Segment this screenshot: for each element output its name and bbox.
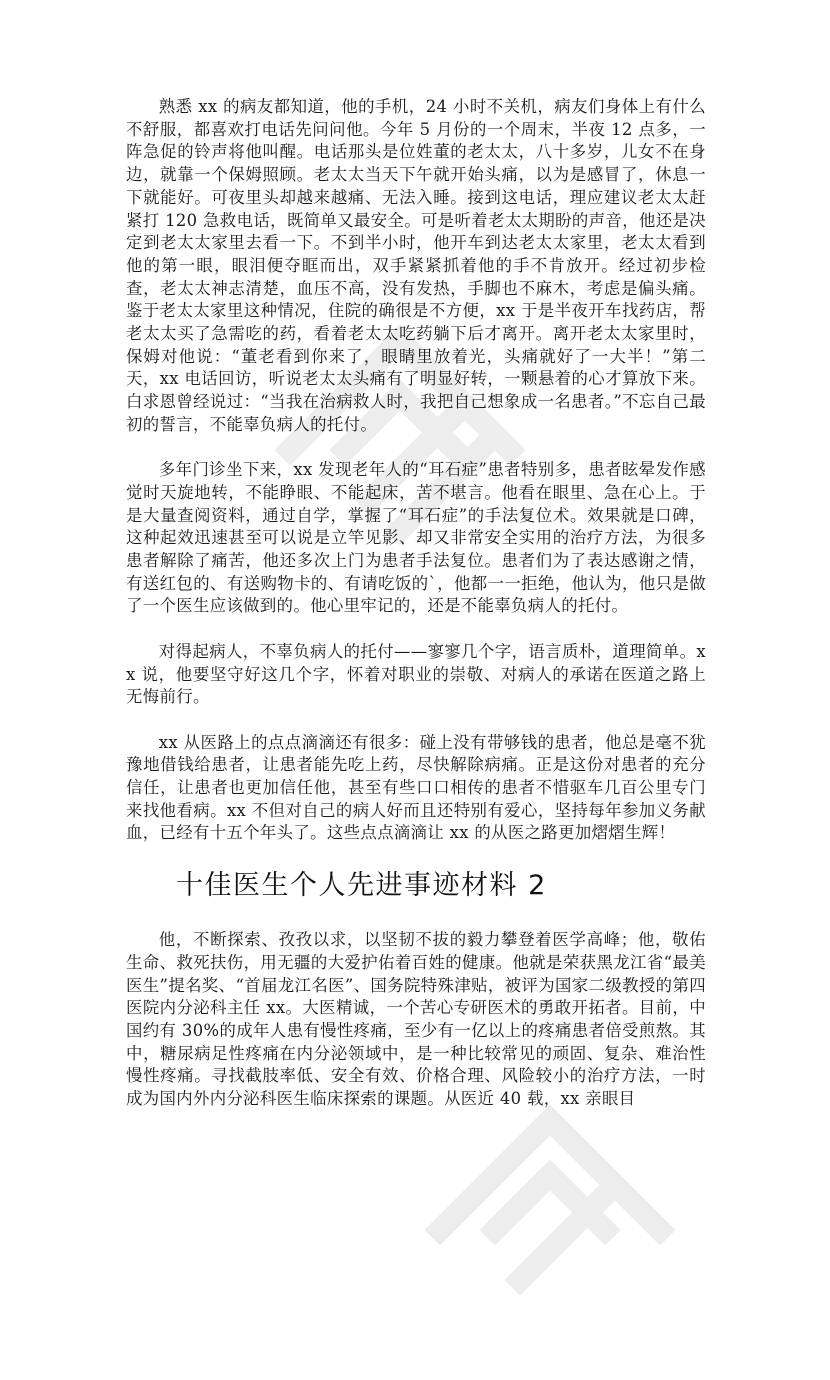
document-body (126, 96, 706, 1111)
paragraph-small-deeds: xx 从医路上的点点滴滴还有很多：碰上没有带够钱的患者，他总是毫不犹豫地借钱给患者，让患者能先吃上药，尽快解除病痛。正是这份对患者的充分信任，让患者也更加信任他，甚至有些口口相传的患者不惜驱车几百公里专门来找他看病。xx 不但对自己的病人好而且还特别有爱心，坚持每年参加义务献血，已经有十五个年头了。这些点点滴滴让 xx 的从医之路更加熠熠生辉！ (126, 732, 706, 843)
watermark-logo-icon (400, 1080, 700, 1380)
section-heading: 十佳医生个人先进事迹材料 2 (176, 870, 547, 902)
paragraph-phone-story: 熟悉 xx 的病友都知道，他的手机，24 小时不关机，病友们身体上有什么不舒服，都喜欢打电话先问问他。今年 5 月份的一个周末，半夜 12 点多，一阵急促的铃声将他叫醒。电话那头是位姓董的老太太，八十多岁，儿女不在身边，就靠一个保姆照顾。老太太当天下午就开始头痛，以为是感冒了，休息一下就能好。可夜里头却越来越痛、无法入睡。接到这电话，理应建议老太太赶紧打 120 急救电话，既简单又最安全。可是听着老太太期盼的声音，他还是决定到老太太家里去看一下。不到半小时，他开车到达老太太家里，老太太看到他的第一眼，眼泪便夺眶而出，双手紧紧抓着他的手不肯放开。经过初步检查，老太太神志清楚，血压不高，没有发热，手脚也不麻木，考虑是偏头痛。鉴于老太太家里这种情况，住院的确很是不方便，xx 于是半夜开车找药店，帮老太太买了急需吃的药，看着老太太吃药躺下后才离开。离开老太太家里时，保姆对他说：“董老看到你来了，眼睛里放着光，头痛就好了一大半！”第二天，xx 电话回访，听说老太太头痛有了明显好转，一颗悬着的心才算放下来。白求恩曾经说过：“当我在治病救人时，我把自己想象成一名患者。”不忘自己最初的誓言，不能辜负病人的托付。 (126, 97, 706, 434)
paragraph-endocrinology-director: 他，不断探索、孜孜以求，以坚韧不拔的毅力攀登着医学高峰；他，敬佑生命、救死扶伤，用无疆的大爱护佑着百姓的健康。他就是荣获黑龙江省“最美医生”提名奖、“首届龙江名医”、国务院特殊津贴，被评为国家二级教授的第四医院内分泌科主任 xx。大医精诚，一个苦心专研医术的勇敢开拓者。目前，中国约有 30%的成年人患有慢性疼痛，至少有一亿以上的疼痛患者倍受煎熬。其中，糖尿病足性疼痛在内分泌领域中，是一种比较常见的顽固、复杂、难治性慢性疼痛。寻找截肢率低、安全有效、价格合理、风险较小的治疗方法，一时成为国内外内分泌科医生临床探索的课题。从医近 40 载，xx 亲眼目 (126, 930, 706, 1109)
paragraph-patient-trust: 对得起病人，不辜负病人的托付——寥寥几个字，语言质朴，道理简单。xx 说，他要坚守好这几个字，怀着对职业的崇敬、对病人的承诺在医道之路上无悔前行。 (126, 641, 706, 707)
paragraph-otolith-treatment: 多年门诊坐下来，xx 发现老年人的“耳石症”患者特别多，患者眩晕发作感觉时天旋地转，不能睁眼、不能起床，苦不堪言。他看在眼里、急在心上。于是大量查阅资料，通过自学，掌握了“耳石症”的手法复位术。效果就是口碑，这种起效迅速甚至可以说是立竿见影、却又非常安全实用的治疗方法，为很多患者解除了痛苦，他还多次上门为患者手法复位。患者们为了表达感谢之情，有送红包的、有送购物卡的、有请吃饭的`，他都一一拒绝，他认为，他只是做了一个医生应该做到的。他心里牢记的，还是不能辜负病人的托付。 (126, 460, 706, 616)
